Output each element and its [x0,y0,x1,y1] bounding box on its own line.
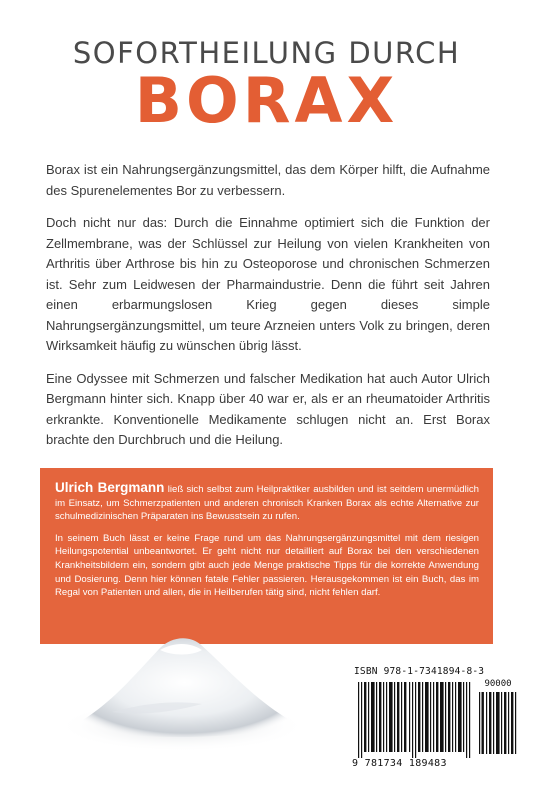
title-line-1: SOFORTHEILUNG DURCH [72,36,461,70]
blurb-paragraph-3: Eine Odyssee mit Schmerzen und falscher Medikation hat auch Autor Ulrich Bergmann hinter sich. Knapp über 40 war er, als er an rheumatoider Arthritis erkrankte. Konventionelle Medikamente schlugen nicht an. Erst Borax brachte den Durchbruch und die Heilung. [46,370,490,447]
ean-digits: 9 781734 189483 [352,758,447,769]
borax-powder-image [52,608,312,758]
author-name: Ulrich Bergmann [55,480,165,495]
author-bio [55,481,479,524]
blurb-paragraph-2: Doch nicht nur das: Durch die Einnahme optimiert sich die Funktion der Zellmembrane, was der Schlüssel zur Heilung von vielen Krankheiten von Arthritis über Arthrose bis hin zu Osteoporose und chronischen Schmerzen ist. Sehr zum Leidwesen der Pharmaindustrie. Denn die führt seit Jahren einen erbarmungslosen Krieg gegen dieses simple Nahrungsergänzungsmittel, um teure Arzneien unters Volk zu bringen, deren Wirksamkeit häufig zu wünschen übrig lässt. [46,215,490,353]
book-description: In seinem Buch lässt er keine Frage rund um das Nahrungsergänzungsmittel mit dem riesigen Heilungspotential unbeantwortet. Er geht nicht nur detailliert auf Borax bei den verschiedenen Krankheitsbildern ein, sondern gibt auch jede Menge praktische Tipps für die korrekte Anwendung und Dosierung. Denn hier können fatale Fehler passieren. Herausgekommen ist ein Buch, das im Regal von Patienten und allen, die in Heilberufen tätig sind, nicht fehlen darf. [55,532,479,599]
blurb [46,160,490,463]
ean-barcode [356,682,474,762]
blurb-paragraph-1: Borax ist ein Nahrungsergänzungsmittel, das dem Körper hilft, die Aufnahme des Spurenelementes Bor zu verbessern. [46,162,490,198]
title-line-2: BORAX [134,64,399,137]
price-addon-digits: 90000 [484,679,512,689]
isbn-label: ISBN 978-1-7341894-8-3 [354,666,485,677]
barcode-block [348,662,524,775]
author-bio-text: ließ sich selbst zum Heilpraktiker ausbilden und ist seitdem unermüdlich im Einsatz, um Schmerzpatienten und anderen chronisch Kranken Borax als echte Alternative zur schulmedizinischen Präparaten ins Bewusstsein zu rufen. [55,484,479,523]
addon-barcode [478,692,518,754]
